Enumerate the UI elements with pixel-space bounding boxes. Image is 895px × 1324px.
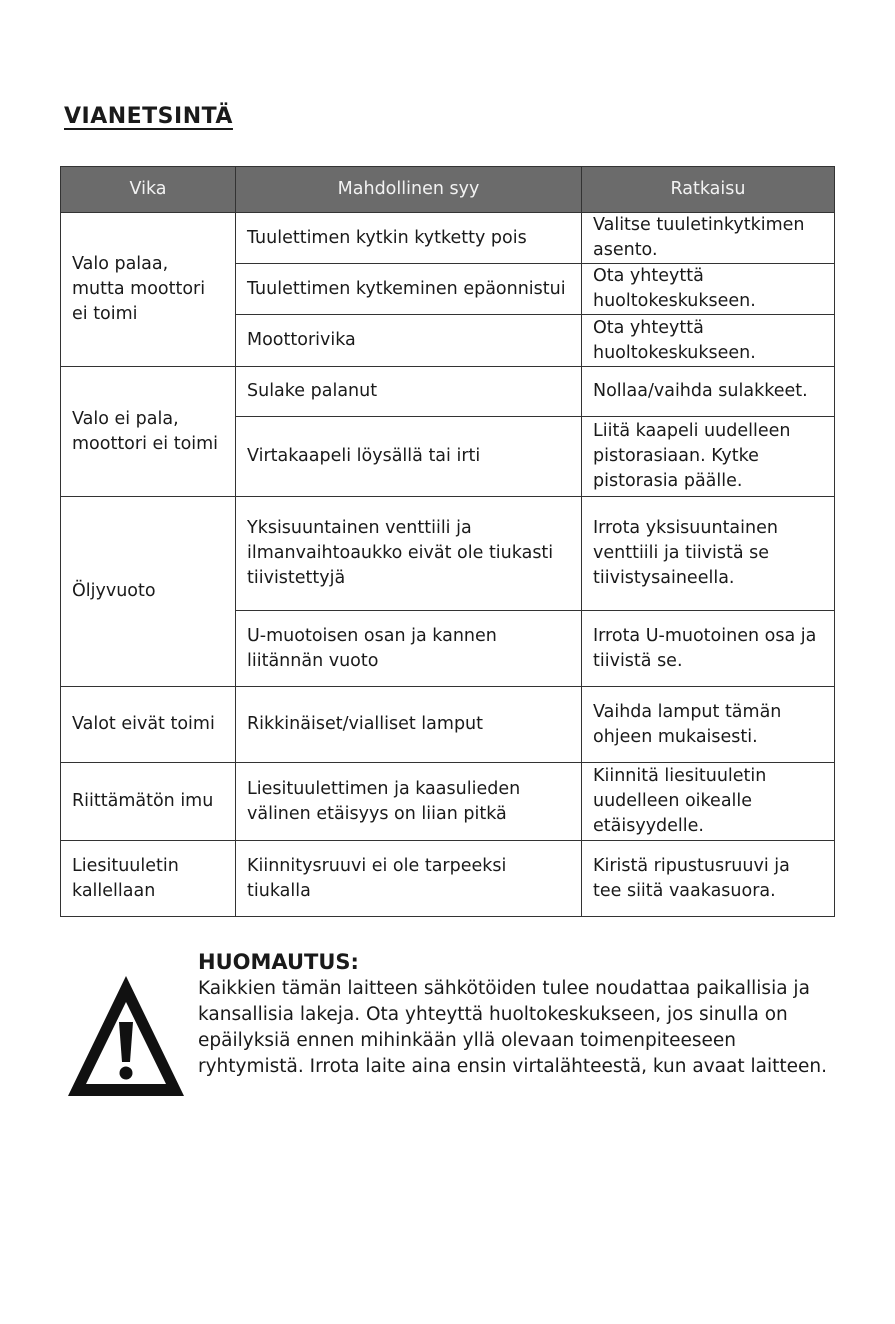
- cause-cell: Rikkinäiset/vialliset lamput: [236, 687, 582, 763]
- fault-cell: Valot eivät toimi: [61, 687, 236, 763]
- fault-cell: Öljyvuoto: [61, 497, 236, 687]
- notice-text: Kaikkien tämän laitteen sähkötöiden tulee noudattaa paikallisia ja kansallisia lakeja. Ota yhteyttä huoltokeskukseen, jos sinulla on epäilyksiä ennen mihinkään yllä olevaan toimenpiteeseen ryhtymistä. Irrota laite aina ensin virtalähteestä, kun avaat laitteen.: [198, 978, 827, 1077]
- cause-cell: Tuulettimen kytkin kytketty pois: [236, 213, 582, 264]
- column-header-fault: Vika: [61, 167, 236, 213]
- cause-cell: Kiinnitysruuvi ei ole tarpeeksi tiukalla: [236, 841, 582, 917]
- page-title: VIANETSINTÄ: [64, 104, 233, 129]
- table-row: [61, 497, 835, 611]
- table-row: [61, 213, 835, 264]
- notice-title: HUOMAUTUS:: [198, 950, 359, 974]
- table-header-row: [61, 167, 835, 213]
- cause-cell: U-muotoisen osan ja kannen liitännän vuoto: [236, 611, 582, 687]
- solution-cell: Ota yhteyttä huoltokeskukseen.: [582, 315, 835, 367]
- fault-cell: Valo ei pala, moottori ei toimi: [61, 367, 236, 497]
- cause-cell: Moottorivika: [236, 315, 582, 367]
- cause-cell: Liesituulettimen ja kaasulieden välinen etäisyys on liian pitkä: [236, 763, 582, 841]
- troubleshooting-table: [60, 166, 835, 917]
- solution-cell: Ota yhteyttä huoltokeskukseen.: [582, 264, 835, 315]
- fault-cell: Riittämätön imu: [61, 763, 236, 841]
- solution-cell: Nollaa/vaihda sulakkeet.: [582, 367, 835, 417]
- cause-cell: Yksisuuntainen venttiili ja ilmanvaihtoaukko eivät ole tiukasti tiivistettyjä: [236, 497, 582, 611]
- solution-cell: Vaihda lamput tämän ohjeen mukaisesti.: [582, 687, 835, 763]
- column-header-solution: Ratkaisu: [582, 167, 835, 213]
- table-row: [61, 687, 835, 763]
- solution-cell: Liitä kaapeli uudelleen pistorasiaan. Kytke pistorasia päälle.: [582, 417, 835, 497]
- solution-cell: Valitse tuuletinkytkimen asento.: [582, 213, 835, 264]
- cause-cell: Sulake palanut: [236, 367, 582, 417]
- table-row: [61, 763, 835, 841]
- table-row: [61, 367, 835, 417]
- solution-cell: Kiristä ripustusruuvi ja tee siitä vaakasuora.: [582, 841, 835, 917]
- solution-cell: Irrota U-muotoinen osa ja tiivistä se.: [582, 611, 835, 687]
- solution-cell: Kiinnitä liesituuletin uudelleen oikealle etäisyydelle.: [582, 763, 835, 841]
- cause-cell: Virtakaapeli löysällä tai irti: [236, 417, 582, 497]
- warning-triangle-icon: [64, 972, 188, 1106]
- notice-block: [198, 950, 838, 1080]
- cause-cell: Tuulettimen kytkeminen epäonnistui: [236, 264, 582, 315]
- solution-cell: Irrota yksisuuntainen venttiili ja tiivistä se tiivistysaineella.: [582, 497, 835, 611]
- column-header-cause: Mahdollinen syy: [236, 167, 582, 213]
- fault-cell: Valo palaa, mutta moottori ei toimi: [61, 213, 236, 367]
- fault-cell: Liesituuletin kallellaan: [61, 841, 236, 917]
- table-row: [61, 841, 835, 917]
